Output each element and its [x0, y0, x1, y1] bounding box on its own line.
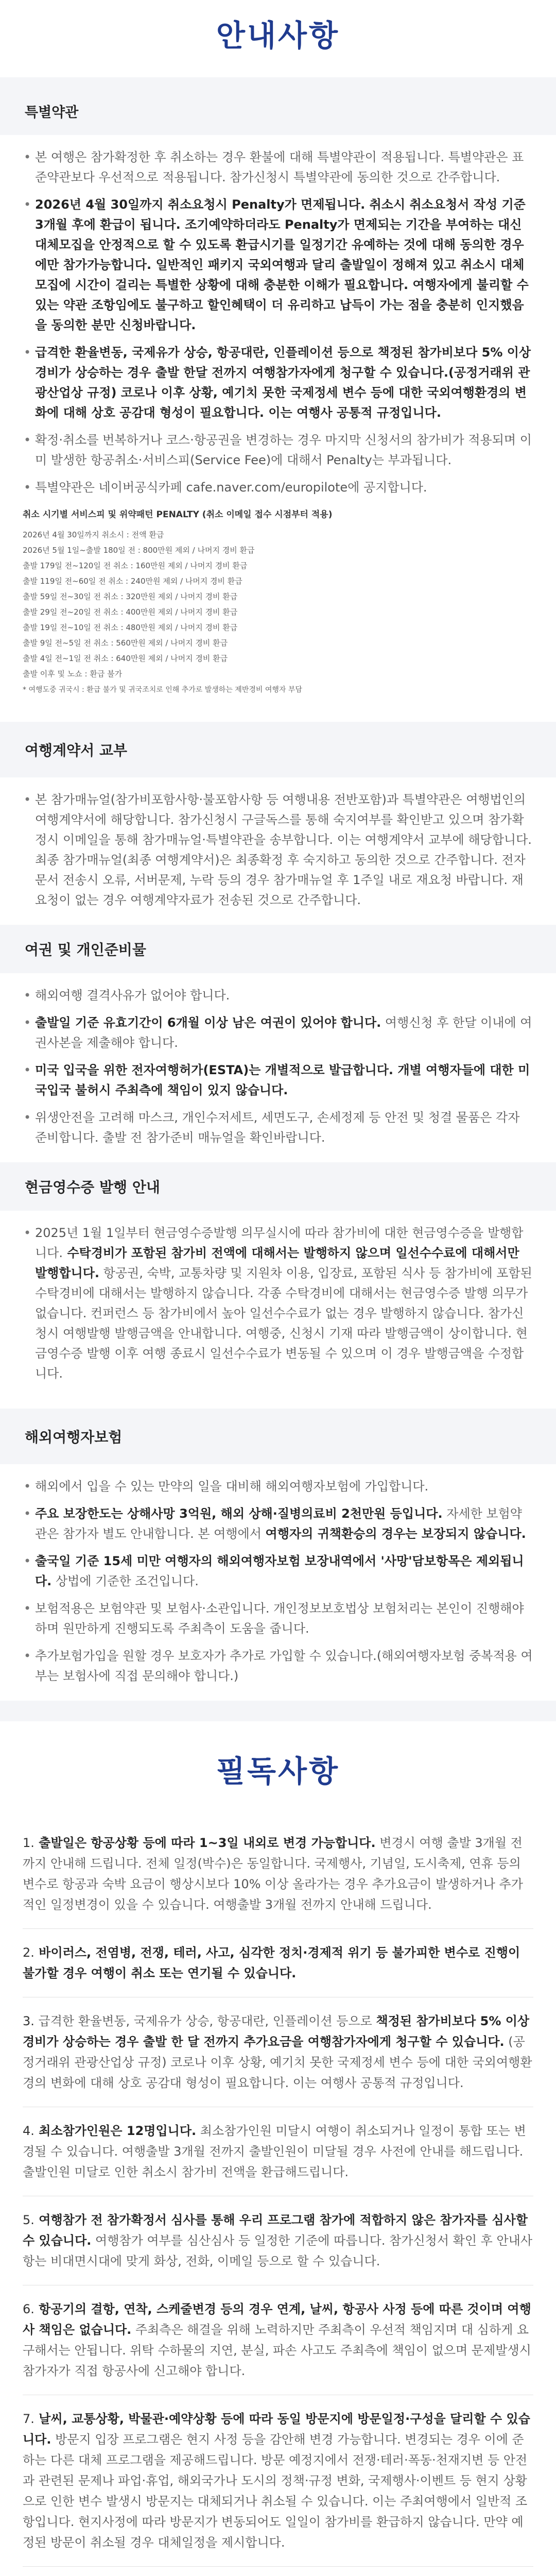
passport-item: [23, 1060, 533, 1100]
cash-receipt-item: [23, 1223, 533, 1384]
must-read-item: [23, 1929, 533, 1997]
passport-text: 해외여행 결격사유가 없어야 합니다.: [35, 988, 230, 1003]
cash-receipt-heading: 현금영수증 발행 안내: [0, 1162, 556, 1211]
special-term-item: [23, 195, 533, 335]
insurance-item: [23, 1646, 533, 1686]
must-read-item: [23, 1819, 533, 1929]
special-terms-list: [23, 147, 533, 498]
special-term-item: [23, 343, 533, 423]
cash-receipt-body: [0, 1211, 556, 1398]
item-text: 주최측은 해결을 위해 노력하지만 주최측이 우선적 책임지며 대 심하게 요구해서는 안됩니다. 위탁 수하물의 지연, 분실, 파손 사고도 주최측에 책임이 없으며 문제발생시 참가자가 직접 항공사에 신고해야 합니다.: [23, 2323, 531, 2378]
must-read-item: [23, 2107, 533, 2196]
contract-item: [23, 790, 533, 910]
item-bold-text: 출발일은 항공상황 등에 따라 1~3일 내외로 변경 가능합니다.: [34, 1836, 376, 1850]
passport-text: 위생안전을 고려해 마스크, 개인수저세트, 세면도구, 손세정제 등 안전 및 청결 물품은 각자 준비합니다. 출발 전 참가준비 매뉴얼을 확인바랍니다.: [35, 1110, 520, 1145]
cash-receipt-text-bold: 수탁경비가 포함된 참가비 전액에 대해서는 발행하지 않으며 일선수수료에 대해서만 발행합니다.: [35, 1246, 519, 1280]
item-text: 여행참가 여부를 심산심사 등 일정한 기준에 따릅니다. 참가신청서 확인 후 안내사항는 비대면시대에 맞게 화상, 전화, 이메일 등으로 할 수 있습니다.: [23, 2233, 533, 2268]
contract-body: [0, 777, 556, 925]
must-read-item: [23, 2567, 533, 2576]
item-bold-text: 날씨, 교통상황, 박물관·예약상황 등에 따라 동일 방문지에 방문일정·구성을 달리할 수 있습니다.: [23, 2412, 530, 2447]
cash-receipt-text-tail: 항공권, 숙박, 교통차량 및 지원차 이용, 입장료, 포함된 식사 등 참가비에 포함된 수탁경비에 대해서는 발행하지 않습니다. 각종 수탁경비에 대해서는 현금영수증 발행 의무가 없습니다. 컨퍼런스 등 참가비에서 높아 일선수수료가 없는 경우 발행하지 않습니다. 참가신청시 여행발행 발행금액을 안내합니다. 여행중, 신청시 기재 따라 발행금액이 상이합니다. 현금영수증 발행 이후 여행 종료시 일선수수료가 변동될 수 있으며 이 경우 발행금액을 수정합니다.: [35, 1266, 532, 1381]
penalty-line: 출발 이후 및 노쇼 : 환급 불가: [23, 669, 123, 679]
passport-text: 출발일 기준 유효기간이 6개월 이상 남은 여권이 있어야 합니다.: [35, 1015, 381, 1030]
special-term-item: [23, 430, 533, 470]
must-read-list: [0, 1819, 556, 2576]
item-text: (공정거래위 관광산업상 규정) 코로나 이후 상황, 예기치 못한 국제정세 변수 등에 대한 국외여행환경의 변화에 대해 상호 공감대 형성이 필요합니다. 이는 여행사 공통적 규정입니다.: [23, 2035, 532, 2090]
insurance-item: [23, 1504, 533, 1544]
insurance-text: 보험적용은 보험약관 및 보험사·소관입니다. 개인정보보호법상 보험처리는 본인이 진행해야 하며 원만하게 진행되도록 주최측이 도움을 줍니다.: [35, 1601, 524, 1636]
special-term-text: 특별약관은 네이버공식카페 cafe.naver.com/europilote에 공지합니다.: [35, 480, 427, 495]
item-bold-text: 항공기의 결항, 연착, 스케줄변경 등의 경우 연계, 날씨, 항공사 사정 등에 따른 것이며 여행사 책임은 없습니다.: [23, 2302, 531, 2337]
insurance-item: [23, 1551, 533, 1591]
passport-text: 미국 입국을 위한 전자여행허가(ESTA)는 개별적으로 발급합니다. 개별 여행자들에 대한 미국입국 불허시 주최측에 책임이 있지 않습니다.: [35, 1063, 530, 1097]
penalty-line: 출발 4일 전~1일 전 취소 : 640만원 제외 / 나머지 경비 환급: [23, 654, 228, 663]
penalty-line: 출발 179일 전~120일 전 취소 : 160만원 제외 / 나머지 경비 환급: [23, 561, 248, 570]
insurance-text-tail: 자세한 보험약관은 참가자 별도 안내합니다. 본 여행에서: [35, 1506, 522, 1541]
penalty-line: 출발 119일 전~60일 전 취소 : 240만원 제외 / 나머지 경비 환급: [23, 577, 242, 586]
must-read-item: [23, 2196, 533, 2285]
penalty-table-title: 취소 시기별 서비스피 및 위약패턴 PENALTY (취소 이메일 접수 시점부터 적용): [23, 510, 333, 520]
item-number: 2.: [23, 1945, 34, 1960]
item-bold-text: 여행참가 전 참가확정서 심사를 통해 우리 프로그램 참가에 적합하지 않은 참가자를 심사할 수 있습니다.: [23, 2213, 528, 2248]
special-term-text: 확정·취소를 번복하거나 코스·항공권을 변경하는 경우 마지막 신청서의 참가비가 적용되며 이미 발생한 항공취소·서비스피(Service Fee)에 대해서 Penalty는 부과됩니다.: [35, 433, 532, 467]
penalty-line: 2026년 4월 30일까지 취소시 : 전액 환급: [23, 530, 164, 539]
insurance-text-bold: 여행자의 귀책환승의 경우는 보장되지 않습니다.: [265, 1527, 526, 1541]
insurance-text: 추가보험가입을 원할 경우 보호자가 추가로 가입할 수 있습니다.(해외여행자보험 중복적용 여부는 보험사에 직접 문의해야 합니다.): [35, 1649, 533, 1683]
item-text: 변경시 여행 출발 3개월 전까지 안내해 드립니다. 전체 일정(박수)은 동일합니다. 국제행사, 기념일, 도시축제, 연휴 등의 변수로 항공과 숙박 요금이 행상시보다 10% 이상 올라가는 경우 추가요금이 발생하거나 추가적인 일정변경이 있을 수 있습니다. 여행출발 3개월 전까지 안내해 드립니다.: [23, 1836, 523, 1912]
item-number: 5.: [23, 2213, 34, 2227]
penalty-lines: [23, 527, 533, 682]
penalty-line: 출발 19일 전~10일 전 취소 : 480만원 제외 / 나머지 경비 환급: [23, 623, 238, 632]
special-term-text: 본 여행은 참가확정한 후 취소하는 경우 환불에 대해 특별약관이 적용됩니다. 특별약관은 표준약관보다 우선적으로 적용됩니다. 참가신청시 특별약관에 동의한 것으로 간주합니다.: [35, 150, 524, 184]
contract-list: [23, 790, 533, 910]
insurance-item: [23, 1477, 533, 1497]
special-term-text: 급격한 환율변동, 국제유가 상승, 항공대란, 인플레이션 등으로 책정된 참가비보다 5% 이상 경비가 상승하는 경우 출발 한달 전까지 여행참가자에게 청구할 수 있습니다.(공정거래위 관광산업상 규정) 코로나 이후 상황, 예기치 못한 국제정세 변수 등에 대한 국외여행환경의 변화에 대해 상호 공감대 형성이 필요합니다. 이는 여행사 공통적 규정입니다.: [35, 345, 531, 420]
penalty-note: * 여행도중 귀국시 : 환급 불가 및 귀국조치로 인해 추가로 발생하는 제반경비 여행자 부담: [23, 686, 302, 694]
item-number: 4.: [23, 2124, 34, 2138]
penalty-line: 출발 59일 전~30일 전 취소 : 320만원 제외 / 나머지 경비 환급: [23, 592, 238, 601]
passport-heading: 여권 및 개인준비물: [0, 925, 556, 973]
penalty-line: 출발 9일 전~5일 전 취소 : 560만원 제외 / 나머지 경비 환급: [23, 638, 228, 648]
item-text: 방문지 입장 프로그램은 현지 사정 등을 감안해 변경 가능합니다. 변경되는 경우 이에 준하는 다른 대체 프로그램을 제공해드립니다. 방문 예정지에서 전쟁·테러·폭동·천재지변 등 안전과 관련된 문제나 파업·휴업, 해외국가나 도시의 정책·규정 변화, 국제행사·이벤트 등 현지 상황으로 인한 변수 발생시 방문지는 대체되거나 취소될 수 있습니다. 이는 주최여행에서 일반적 조항입니다. 현지사정에 따라 방문지가 변동되어도 일일이 참가비를 환급하지 않습니다. 만약 예정된 방문이 취소될 경우 대체일정을 제시합니다.: [23, 2432, 528, 2550]
insurance-item: [23, 1599, 533, 1639]
penalty-table: [23, 507, 533, 697]
passport-item: [23, 986, 533, 1006]
contract-text: 본 참가매뉴얼(참가비포함사항·불포함사항 등 여행내용 전반포함)과 특별약관은 여행법인의 여행계약서에 해당합니다. 참가신청시 구글독스를 통해 숙지여부를 확인받고 있으며 참가확정시 이메일을 통해 참가매뉴얼·특별약관을 송부합니다. 이는 여행계약서 교부에 해당합니다. 최종 참가매뉴얼(최종 여행계약서)은 최종확정 후 숙지하고 동의한 것으로 간주합니다.: [35, 792, 532, 867]
special-terms-body: [0, 135, 556, 704]
insurance-text: 출국일 기준 15세 미만 여행자의 해외여행자보험 보장내역에서 '사망'담보항목은 제외됩니다.: [35, 1554, 524, 1588]
passport-item: [23, 1108, 533, 1148]
must-read-item: [23, 2285, 533, 2395]
cash-receipt-list: [23, 1223, 533, 1384]
special-terms-heading: 특별약관: [0, 77, 556, 135]
passport-list: [23, 986, 533, 1148]
passport-item: [23, 1013, 533, 1053]
insurance-text: 주요 보장한도는 상해사망 3억원, 해외 상해·질병의료비 2천만원 등입니다.: [35, 1506, 443, 1521]
item-text: 최소참가인원 미달시 여행이 취소되거나 일정이 통합 또는 변경될 수 있습니다. 여행출발 3개월 전까지 출발인원이 미달될 경우 사전에 안내를 해드립니다. 출발인원 미달로 인한 취소시 참가비 전액을 환급해드립니다.: [23, 2124, 526, 2179]
special-term-item: [23, 478, 533, 498]
penalty-line: 2026년 5월 1일~출발 180일 전 : 800만원 제외 / 나머지 경비 환급: [23, 546, 255, 555]
item-number: 1.: [23, 1836, 34, 1850]
insurance-heading: 해외여행자보험: [0, 1409, 556, 1464]
item-number: 3.: [23, 2014, 34, 2028]
must-read-title: 필독사항: [216, 1754, 340, 1789]
insurance-text-tail: 상법에 기준한 조건입니다.: [51, 1574, 199, 1588]
insurance-list: [23, 1477, 533, 1686]
guide-title: 안내사항: [216, 18, 340, 53]
passport-body: [0, 973, 556, 1162]
penalty-line: 출발 29일 전~20일 전 취소 : 400만원 제외 / 나머지 경비 환급: [23, 607, 238, 617]
contract-heading: 여행계약서 교부: [0, 722, 556, 777]
item-bold-text: 바이러스, 전염병, 전쟁, 테러, 사고, 심각한 정치·경제적 위기 등 불가피한 변수로 진행이 불가할 경우 여행이 취소 또는 연기될 수 있습니다.: [23, 1945, 520, 1980]
item-number: 6.: [23, 2302, 34, 2316]
item-bold-text: 책정된 참가비보다 5% 이상 경비가 상승하는 경우 출발 한 달 전까지 추가요금을 여행참가자에게 청구할 수 있습니다.: [23, 2014, 530, 2049]
contract-text-tail: 전자문서 전송시 오류, 서버문제, 누락 등의 경우 참가매뉴얼 후 1주일 내로 재요청 바랍니다. 재요청이 없는 경우 여행계약자료가 전송된 것으로 간주합니다.: [35, 853, 526, 907]
special-term-item: [23, 147, 533, 188]
item-bold-text: 최소참가인원은 12명입니다.: [34, 2124, 197, 2138]
insurance-text: 해외에서 입을 수 있는 만약의 일을 대비해 해외여행자보험에 가입합니다.: [35, 1479, 429, 1494]
insurance-body: [0, 1464, 556, 1701]
item-text: 급격한 환율변동, 국제유가 상승, 항공대란, 인플레이션 등으로: [34, 2014, 376, 2028]
item-number: 7.: [23, 2412, 34, 2426]
passport-text-tail: 여행신청 후 한달 이내에 여권사본을 제출해야 합니다.: [35, 1015, 532, 1050]
special-term-text: 2026년 4월 30일까지 취소요청시 Penalty가 면제됩니다. 취소시 취소요청서 작성 기준 3개월 후에 환급이 됩니다. 조기예약하더라도 Penalty가 면제되는 기간을 부여하는 대신 대체모집을 안정적으로 할 수 있도록 환급시기를 일정기간 유예하는 것에 대해 동의한 경우에만 참가가능합니다. 일반적인 패키지 국외여행과 달리 출발일이 정해져 있고 취소시 대체모집에 시간이 걸리는 특별한 상황에 대해 충분한 이해가 필요합니다. 여행자에게 불리할 수 있는 약관 조항임에도 불구하고 할인혜택이 더 유리하고 납득이 가는 점을 충분히 인지했음을 동의한 분만 신청바랍니다.: [35, 197, 529, 332]
cash-receipt-text: 2025년 1월 1일부터 현금영수증발행 의무실시에 따라 참가비에 대한 현금영수증을 발행합니다.: [35, 1226, 524, 1260]
must-read-item: [23, 2395, 533, 2567]
must-read-item: [23, 1997, 533, 2107]
